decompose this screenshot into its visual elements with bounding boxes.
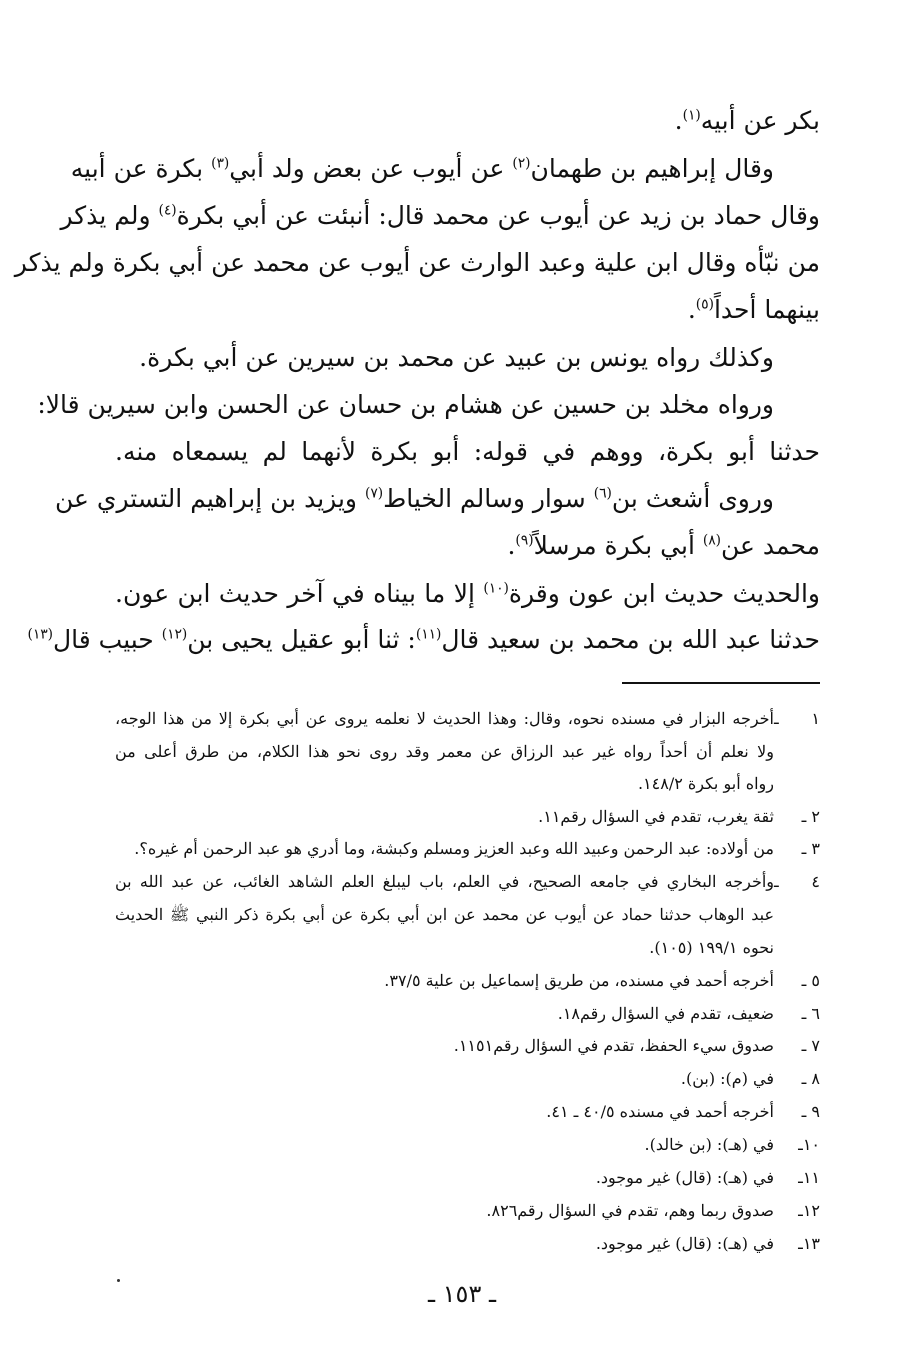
text-line-5 xyxy=(115,287,820,333)
footnote-number: ٣ ـ xyxy=(801,839,820,858)
text-line-8: حدثنا أبو بكرة، ووهم في قوله: أبو بكرة لأنهما لم يسمعاه منه. xyxy=(115,437,820,466)
footnote-ref[interactable]: (١١) xyxy=(415,626,442,643)
footnote-12 xyxy=(115,1195,820,1227)
footnote-text: في (هـ): (قال) غير موجود. xyxy=(595,1168,774,1187)
footnote-2 xyxy=(115,801,820,833)
text: والحديث حديث ابن عون وقرة xyxy=(508,579,820,608)
footnote-1-cont: رواه أبو بكرة ١٤٨/٢. xyxy=(637,774,774,793)
footnote-text: وأخرجه البخاري في جامعه الصحيح، في العلم، باب ليبلغ العلم الشاهد الغائب، عن عبد الله بن xyxy=(115,872,775,891)
footnote-ref[interactable]: (٣) xyxy=(211,155,230,172)
footnote-text: صدوق سيء الحفظ، تقدم في السؤال رقم١١٥١. xyxy=(453,1036,774,1055)
text: بكرة عن أبيه xyxy=(70,154,212,183)
footnote-number: ٢ ـ xyxy=(801,807,820,826)
text-line-2 xyxy=(70,146,820,192)
footnote-1 xyxy=(115,703,820,735)
footnote-ref[interactable]: (٧) xyxy=(364,485,384,502)
text-line-3 xyxy=(60,193,820,239)
text: بينهما أحداً xyxy=(713,295,820,324)
footnote-ref[interactable]: (٥) xyxy=(695,296,714,313)
footnote-ref[interactable]: (١٣) xyxy=(27,626,53,643)
text: . xyxy=(687,295,696,324)
text: عن أيوب عن بعض ولد أبي xyxy=(229,154,513,183)
footnote-text: في (هـ): (بن خالد). xyxy=(644,1135,774,1154)
footnote-9 xyxy=(115,1096,820,1128)
footnote-1-cont: ولا نعلم أن أحداً رواه غير عبد الرزاق عن معمر وقد روى نحو هذا الكلام، من طرق أعلى من xyxy=(115,742,775,761)
footnote-11 xyxy=(115,1162,820,1194)
footnote-4-cont: عبد الوهاب حدثنا حماد عن أيوب عن محمد عن ابن أبي بكرة عن أبي بكرة ذكر النبي ﷺ الحديث xyxy=(115,905,774,924)
footnote-text: صدوق ربما وهم، تقدم في السؤال رقم٨٢٦. xyxy=(486,1201,774,1220)
text-line-10 xyxy=(115,523,820,569)
footnote-ref[interactable]: (١) xyxy=(682,107,701,124)
text-line-1 xyxy=(115,98,820,144)
text: إلا ما بيناه في آخر حديث ابن عون. xyxy=(115,579,484,608)
text: بكر عن أبيه xyxy=(700,106,820,135)
footnote-text: أخرجه أحمد في مسنده، من طريق إسماعيل بن علية ٣٧/٥. xyxy=(384,971,774,990)
footnote-text: من أولاده: عبد الرحمن وعبيد الله وعبد العزيز ومسلم وكبشة، وما أدري هو عبد الرحمن أم غيره؟. xyxy=(134,839,774,858)
text: . xyxy=(674,106,683,135)
text: ويزيد بن إبراهيم التستري عن xyxy=(55,484,365,513)
footnote-7 xyxy=(115,1030,820,1062)
footnote-number: ٨ ـ xyxy=(801,1069,820,1088)
footnote-number: ١٢ـ xyxy=(798,1201,820,1220)
text-line-9 xyxy=(55,476,820,522)
footnote-ref[interactable]: (٨) xyxy=(702,532,721,549)
footnote-text: ثقة يغرب، تقدم في السؤال رقم١١. xyxy=(538,807,774,826)
footnote-number: ٦ ـ xyxy=(801,1004,820,1023)
text-line-7: ورواه مخلد بن حسين عن هشام بن حسان عن الحسن وابن سيرين قالا: xyxy=(37,390,774,419)
footnote-number: ١١ـ xyxy=(798,1168,820,1187)
footnote-8 xyxy=(115,1063,820,1095)
text: . xyxy=(507,531,516,560)
text: وقال حماد بن زيد عن أيوب عن محمد قال: أنبئت عن أبي بكرة xyxy=(176,201,820,230)
footnote-ref[interactable]: (٩) xyxy=(515,532,534,549)
footnote-number: ٩ ـ xyxy=(801,1102,820,1121)
footnote-text: في (م): (بن). xyxy=(680,1069,774,1088)
footnote-4-cont: نحوه ١٩٩/١ (١٠٥). xyxy=(649,938,774,957)
footnote-number: ٥ ـ xyxy=(801,971,820,990)
footnote-ref[interactable]: (١٢) xyxy=(161,626,188,643)
page-number: ـ ١٥٣ ـ xyxy=(427,1280,496,1308)
footnote-3 xyxy=(115,833,820,865)
text: سوار وسالم الخياط xyxy=(383,484,594,513)
footnote-number: ١٣ـ xyxy=(798,1234,820,1253)
text: أبي بكرة مرسلاً xyxy=(533,531,703,560)
text-line-12 xyxy=(27,617,820,663)
text: وقال إبراهيم بن طهمان xyxy=(530,154,774,183)
footnote-13 xyxy=(115,1228,820,1260)
text-line-6: وكذلك رواه يونس بن عبيد عن محمد بن سيرين عن أبي بكرة. xyxy=(139,343,774,372)
footnote-5 xyxy=(115,965,820,997)
text-line-11 xyxy=(115,571,820,617)
footnote-text: في (هـ): (قال) غير موجود. xyxy=(595,1234,774,1253)
text: : ثنا أبو عقيل يحيى بن xyxy=(187,625,416,654)
footnote-text: أخرجه البزار في مسنده نحوه، وقال: وهذا الحديث لا نعلمه يروى عن أبي بكرة إلا من هذا الوجه، xyxy=(115,709,774,728)
footnote-divider xyxy=(622,682,820,684)
footnote-ref[interactable]: (١٠) xyxy=(483,580,509,597)
text: حبيب قال xyxy=(52,625,162,654)
footnote-number: ١ ـ xyxy=(774,709,820,728)
text: حدثنا عبد الله بن محمد بن سعيد قال xyxy=(441,625,820,654)
footnote-6 xyxy=(115,998,820,1030)
footnote-10 xyxy=(115,1129,820,1161)
footnote-number: ٤ ـ xyxy=(774,872,821,891)
text: وروى أشعث بن xyxy=(611,484,774,513)
footnote-number: ٧ ـ xyxy=(801,1036,820,1055)
footnote-text: ضعيف، تقدم في السؤال رقم١٨. xyxy=(557,1004,774,1023)
footnote-number: ١٠ـ xyxy=(798,1135,820,1154)
footnote-ref[interactable]: (٤) xyxy=(158,202,177,219)
text-line-4: من نبّأه وقال ابن علية وعبد الوارث عن أيوب عن محمد عن أبي بكرة ولم يذكر xyxy=(14,248,820,277)
text: محمد عن xyxy=(721,531,820,560)
footnote-4 xyxy=(115,866,820,898)
text: ولم يذكر xyxy=(60,201,159,230)
footnote-text: أخرجه أحمد في مسنده ٤٠/٥ ـ ٤١. xyxy=(546,1102,774,1121)
footnote-ref[interactable]: (٦) xyxy=(593,485,612,502)
footnote-ref[interactable]: (٢) xyxy=(512,155,531,172)
